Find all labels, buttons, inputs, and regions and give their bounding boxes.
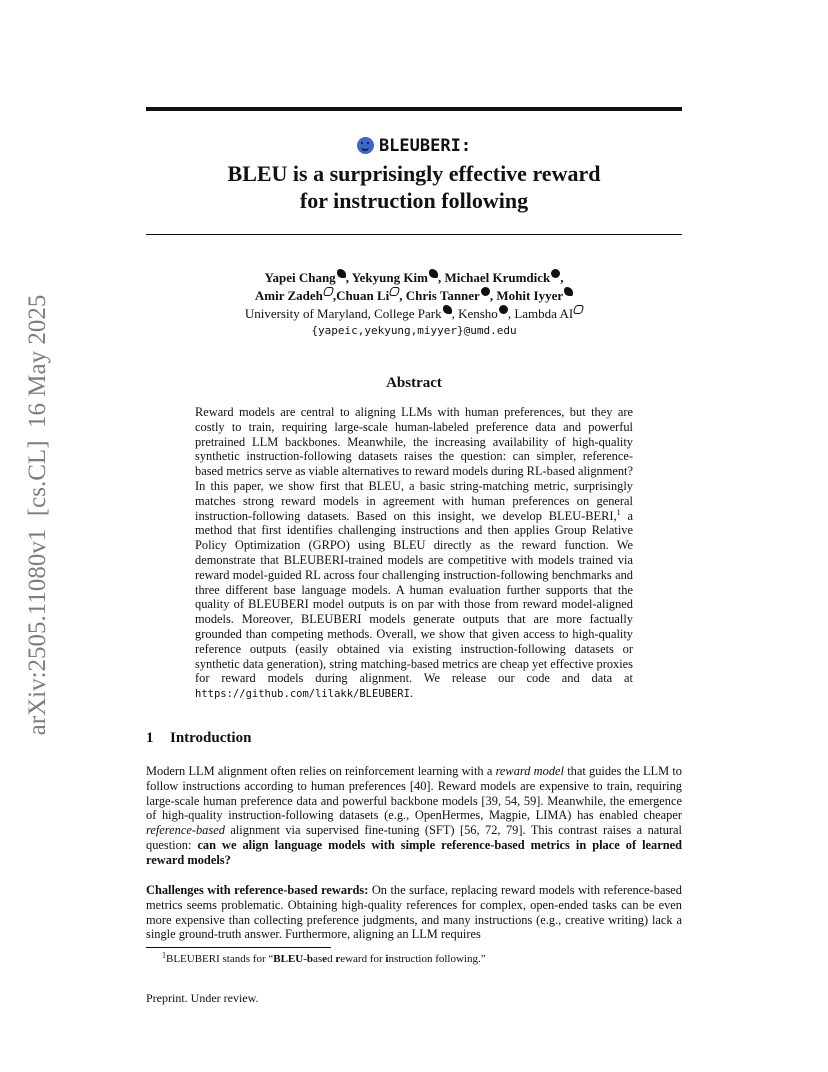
abstract-end: .: [409, 686, 414, 701]
title-line-1: BLEU is a surprisingly effective reward: [227, 161, 601, 186]
arxiv-id: arXiv:2505.11080v1 [cs.CL] 16 May 2025: [24, 294, 51, 736]
text-run: BLEUBERI stands for “: [166, 953, 274, 965]
author: Yapei Chang: [264, 270, 336, 285]
abstract-text-1: Reward models are central to aligning LLMs with human preferences, but they are costly to train, requiring large-scale human-labeled preference data and powerful pretrained LLM backbones. Meanwhile, the increasing availability of high-quality synthetic instruction-following datasets raises the question: can simpler, reference-based metrics serve as viable alternatives to reward models during RL-based alignment? In this paper, we show first that BLEU, a basic string-matching metric, surprisingly matches strong reward models in agreement with human preferences on general instruction-following datasets. Based on this insight, we develop BLEU-BERI,: [195, 405, 633, 523]
section-number: 1: [146, 730, 154, 746]
umd-icon: [429, 269, 438, 278]
arxiv-stamp: [23, 270, 53, 760]
text-run: eward for: [340, 953, 386, 965]
affiliation-kensho: Kensho: [458, 306, 498, 321]
title-line-2: for instruction following: [299, 188, 529, 213]
section-title: Introduction: [170, 730, 252, 746]
preprint-notice: Preprint. Under review.: [146, 991, 259, 1005]
author: Michael Krumdick: [444, 270, 551, 285]
affiliation-lambda: Lambda AI: [514, 306, 574, 321]
text-run: r: [335, 953, 341, 965]
text-run: b: [306, 953, 313, 965]
footnote-ref[interactable]: 1: [616, 507, 621, 517]
text-run: nstruction following.”: [388, 953, 486, 965]
text-run: e: [322, 953, 328, 965]
abstract-heading: Abstract: [386, 375, 442, 391]
code-link[interactable]: https://github.com/lilakk/BLEUBERI: [195, 688, 410, 701]
kensho-icon: [481, 287, 490, 296]
emphasis-text: reference-based: [146, 823, 225, 838]
text-run: Modern LLM alignment often relies on reinforcement learning with a: [146, 764, 496, 778]
title-bottom-rule: [146, 234, 682, 235]
author: Yekyung Kim: [351, 270, 428, 285]
author-line-1: Yapei Chang , Yekyung Kim , Michael Krumdick ,: [264, 270, 564, 285]
author: Amir Zadeh: [254, 288, 323, 303]
lambda-icon: [323, 287, 334, 296]
lambda-icon: [573, 305, 584, 314]
intro-paragraph-1: [146, 764, 682, 868]
footnote-mark: 1: [162, 950, 166, 960]
author-line-2: Amir Zadeh ,Chuan Li , Chris Tanner , Mohit Iyyer: [146, 287, 682, 305]
research-question: can we align language models with simple reference-based metrics in place of learned reward models?: [146, 837, 682, 867]
author: Chris Tanner: [405, 288, 480, 303]
lambda-icon: [389, 287, 400, 296]
contact-email: {yapeic,yekyung,miyyer}@umd.edu: [311, 324, 517, 337]
text-run: On the surface, replacing reward models with reference-based metrics seems problematic. Obtaining high-quality references for complex, open-ended tasks can be even more expensive than collecting preference judgments, and many instructions (e.g., creative writing) lack a single ground-truth answer. Furthermore, aligning an LLM requires: [146, 883, 682, 942]
affiliation-umd: University of Maryland, College Park: [244, 306, 442, 321]
brand-line: [146, 136, 682, 160]
author: Mohit Iyyer: [496, 288, 564, 303]
abstract-body: [195, 405, 633, 702]
kensho-icon: [551, 269, 560, 278]
text-run: as: [313, 953, 323, 965]
author-list: [146, 269, 682, 305]
affiliations: University of Maryland, College Park , Kensho , Lambda AI: [146, 305, 682, 323]
umd-icon: [564, 287, 573, 296]
text-run: BLEU: [273, 953, 304, 965]
abstract-text-2: a method that first identifies challenging instructions and then applies Group Relative Policy Optimization (GRPO) using BLEU directly as the reward function. We demonstrate that BLEUBERI-trained models are competitive with models trained via reward model-guided RL across four challenging instruction-following benchmarks and three different base language models. A human evaluation further supports that the quality of BLEUBERI model outputs is on par with those from reward model-aligned models. Moreover, BLEUBERI models generate outputs that are more factually grounded than competing methods. Overall, we show that given access to high-quality reference outputs (easily obtained via existing instruction-following datasets or synthetic data generation), string matching-based metrics are cheap yet effective proxies for reward models during alignment. We release our code and data at: [195, 508, 633, 686]
text-run: that guides the LLM to follow instructions according to human preferences [40]. Reward models are expensive to train, requiring large-scale human preference data and powerful backbone models [39, 54, 59]. Meanwhile, the emergence of high-quality instruction-following datasets (e.g., OpenHermes, Magpie, LIMA) has enabled cheaper: [146, 764, 682, 823]
author: Chuan Li: [336, 288, 390, 303]
text-run: -: [303, 953, 307, 965]
paper-title: [146, 160, 682, 214]
paragraph-heading: Challenges with reference-based rewards:: [146, 883, 369, 897]
kensho-icon: [499, 305, 508, 314]
brand-name: BLEUBERI:: [378, 136, 472, 156]
emphasis-text: reward model: [495, 764, 564, 778]
umd-icon: [443, 305, 452, 314]
intro-paragraph-2: [146, 883, 682, 942]
blueberry-icon: [357, 137, 374, 154]
title-top-rule: [146, 107, 682, 111]
umd-icon: [337, 269, 346, 278]
section-heading-introduction: [146, 730, 682, 747]
text-run: i: [385, 953, 389, 965]
footnote: [146, 952, 682, 966]
footnote-rule: [146, 947, 331, 948]
text-run: alignment via supervised fine-tuning (SFT) [56, 72, 79]. This contrast raises a natural question:: [146, 823, 682, 852]
text-run: d: [327, 953, 336, 965]
